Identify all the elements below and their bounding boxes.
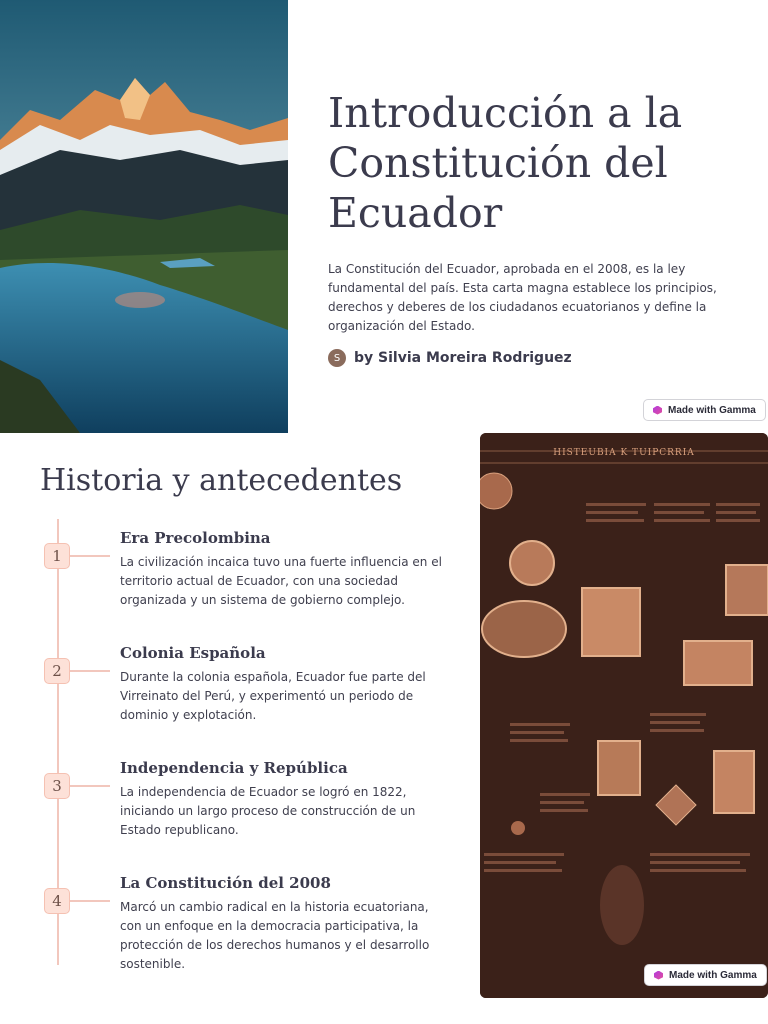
step-number: 1	[44, 543, 70, 569]
item-text: Marcó un cambio radical en la historia ecuatoriana, con un enfoque en la democracia participativa, la protección de los derechos humanos y el desarrollo sostenible.	[120, 900, 430, 971]
item-title: Colonia Española	[120, 644, 266, 662]
history-slide	[0, 433, 768, 1024]
page-title: Introducción a la Constitución del Ecuador	[328, 89, 683, 237]
historical-poster-image	[480, 433, 768, 998]
item-text: La civilización incaica tuvo una fuerte influencia en el territorio actual de Ecuador, con una sociedad organizada y un sistema de gobierno complejo.	[120, 555, 442, 607]
intro-description: La Constitución del Ecuador, aprobada en el 2008, es la ley fundamental del país. Esta carta magna establece los principios, derechos y deberes de los ciudadanos ecuatorianos y define la organización del Estado.	[328, 262, 717, 333]
poster-heading: HISTEUBIA K TUIPCRRIA	[553, 448, 695, 458]
mountain-lake-image	[0, 0, 288, 433]
item-title: La Constitución del 2008	[120, 874, 331, 892]
item-text: La independencia de Ecuador se logró en 1822, iniciando un largo proceso de construcción de un Estado republicano.	[120, 785, 416, 837]
avatar: S	[328, 349, 346, 367]
badge-label: Made with Gamma	[668, 404, 756, 416]
step-number: 4	[44, 888, 70, 914]
item-title: Era Precolombina	[120, 529, 271, 547]
gamma-logo-icon	[653, 406, 662, 415]
badge-label: Made with Gamma	[669, 969, 757, 981]
title-slide	[0, 0, 768, 433]
section-heading: Historia y antecedentes	[40, 463, 403, 498]
made-with-gamma-button[interactable]	[643, 399, 766, 421]
author-name: by Silvia Moreira Rodriguez	[354, 350, 572, 366]
timeline-connector	[70, 785, 110, 787]
timeline-connector	[70, 670, 110, 672]
item-text: Durante la colonia española, Ecuador fue parte del Virreinato del Perú, y experimentó un periodo de dominio y explotación.	[120, 670, 426, 722]
item-title: Independencia y República	[120, 759, 348, 777]
timeline-connector	[70, 555, 110, 557]
gamma-logo-icon	[654, 971, 663, 980]
step-number: 3	[44, 773, 70, 799]
timeline-connector	[70, 900, 110, 902]
made-with-gamma-button[interactable]	[644, 964, 767, 986]
step-number: 2	[44, 658, 70, 684]
author-byline	[328, 349, 728, 367]
